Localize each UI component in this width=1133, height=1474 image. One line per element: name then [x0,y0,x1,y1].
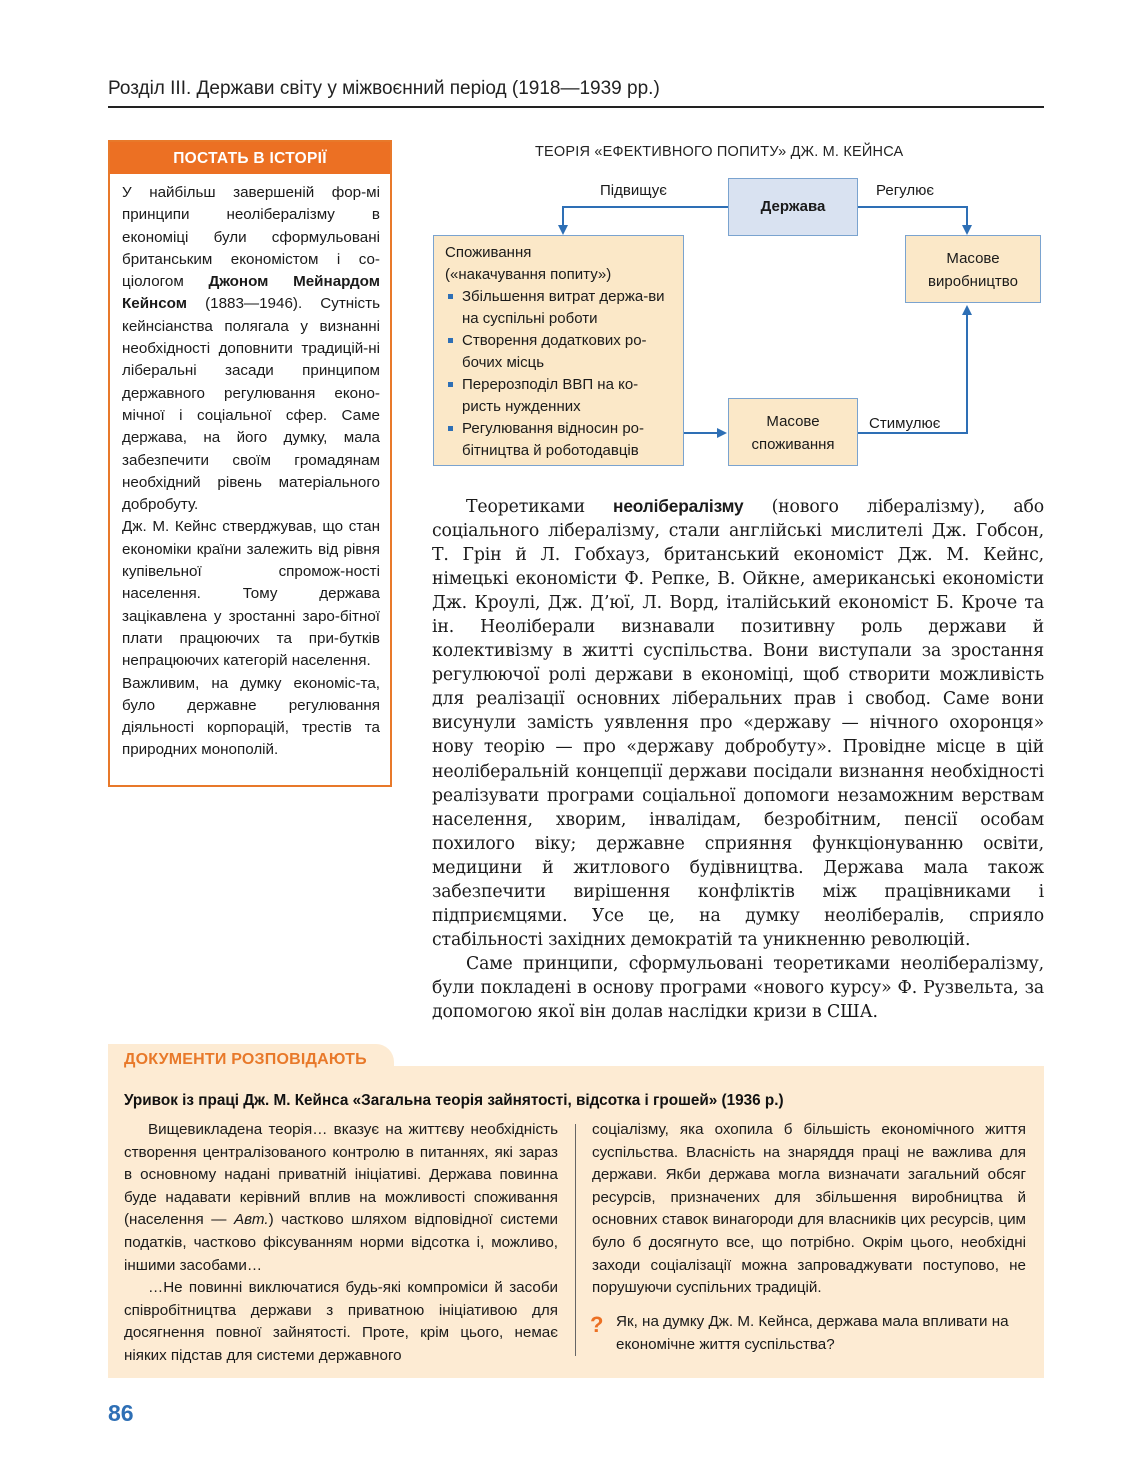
question-icon: ? [590,1312,604,1337]
author-note: Авт. [233,1211,269,1229]
label-stimulates: Стимулює [869,415,941,432]
documents-heading: Уривок із праці Дж. М. Кейнса «Загальна теорія зайнятості, відсотка і грошей» (1936 р.) [124,1092,784,1109]
list-item-text: Збільшення витрат держа-ви на суспільні роботи [462,288,665,327]
page-header: Розділ ІІІ. Держави світу у міжвоєнний період (1918—1939 рр.) [108,78,660,99]
main-paragraph [432,494,1044,952]
consumption-box [433,235,684,466]
bullet-icon [448,294,453,299]
document-paragraph: …Не повинні виключатися будь-які компроміси й засоби співробітництва держави з приватною ініціативою для досягнення повної зайнятості. Проте, крім цього, немає ніяких підстав для системи державного [124,1279,558,1364]
list-item-text: Регулювання відносин ро-бітництва й роботодавців [462,420,645,459]
arrow-raises [563,207,728,233]
main-text-span: (нового лібералізму), або соціального лібералізму, стали англійські мислителі Дж. Гобсон, Т. Грін й Л. Гобхауз, британський економіст Дж. М. Кейнс, німецькі економісти Ф. Репке, В. Ойкне, американські економісти Дж. Кроулі, Дж. Д’юї, Л. Ворд, італійський економіст Б. Кроче та ін. Неоліберали визнавали позитивну роль держави й колективізму в житті суспільства. Вони виступали за зростання регулюючої ролі держави в економіці, щоб створити можливість для реалізації основних ліберальних прав і свобод. Саме вони висунули замість уявлення про «державу — нічного охоронця» нову теорію — про «державу добробуту». Провідне місце в цій неоліберальній концепції держави посідали визнання необхідності реалізувати програми соціальної допомоги незаможним верствам населення, хворим, інвалідам, безробітним, пенсії особам похилого віку; державне сприяння функціонуванню освіти, медицини й житлового будівництва. Держава мала також забезпечити вирішення конфліктів між працівниками і підприємцями. Усе це, на думку неолібералів, сприяло стабільності західних демократій та уникненню революцій. [432,497,1044,950]
document-text: ) частково шляхом відповідної системи податків, частково фіксуванням норми відсотка і, можливо, іншими засобами… [124,1211,558,1274]
keynes-theory-diagram [420,130,1060,490]
arrow-regulates [858,207,967,233]
label-raises: Підвищує [600,182,667,199]
question-text: Як, на думку Дж. М. Кейнса, держава мала впливати на економічне життя суспільства? [616,1313,1009,1353]
list-item [445,286,677,330]
label-regulates: Регулює [876,182,934,199]
bullet-icon [448,338,453,343]
main-text [432,494,1044,1024]
sidebox-text: (1883—1946). Сутність кейнсіанства полягала у визнанні необхідності доповнити традицій-ні ліберальні засади принципом державного регулювання еконо-мічної і соціальної сфер. Саме держава, на його думку, мала забезпечити своїм громадянам необхідний рівень матеріального добробуту. [122,295,380,514]
list-item [445,418,677,462]
sidebox-paragraph [122,182,380,516]
sidebox-body [110,174,390,762]
bullet-icon [448,382,453,387]
sidebox-text: У найбільш завершеній фор-мі принципи неолібералізму в економіці були сформульовані британським економістом і со-ціологом [122,184,380,291]
consumption-list [445,286,677,462]
sidebox-keynes-name: Джоном Мейнардом Кейнсом [122,273,380,313]
column-divider [575,1124,576,1356]
document-paragraph: соціалізму, яка охопила б більшість економічного життя суспільства. Власність на знаряддя праці не важлива для держави. Якби держава могла визначати загальний обсяг ресурсів, призначених для збільшення виробництва й основних ставок винагороди для власників цих ресурсів, цим було б досягнуто все, що потрібно. Окрім цього, необхідні заходи соціалізації можна запроваджувати поступово, не порушуючи суспільних традицій. [592,1121,1026,1297]
sidebox-paragraph: Дж. М. Кейнс стверджував, що стан економіки країни залежить від рівня купівельної спромож-ності населення. Тому держава зацікавлена у зростанні заро-бітної плати працюючих та при-бутків непрацюючих категорій населення. [122,518,380,670]
list-item [445,374,677,418]
header-divider [108,106,1044,108]
sidebox-paragraph: Важливим, на думку економіс-та, було державне регулювання діяльності корпорацій, трестів та природних монополій. [122,674,380,759]
diagram-title: ТЕОРІЯ «ЕФЕКТИВНОГО ПОПИТУ» ДЖ. М. КЕЙНСА [535,144,904,160]
mass-consumption-box: Масове споживання [728,398,858,466]
documents-left-column [124,1119,558,1368]
mass-production-box: Масове виробництво [905,235,1041,303]
list-item-text: Перерозподіл ВВП на ко-ристь нужденних [462,376,639,415]
page-number: 86 [108,1400,134,1426]
figure-in-history-box [108,140,392,787]
state-box: Держава [728,178,858,236]
consumption-subtitle: («накачування попиту») [445,266,612,283]
document-paragraph [124,1119,558,1277]
list-item [445,330,677,374]
documents-right-column [592,1119,1026,1300]
bullet-icon [448,426,453,431]
sidebox-title: ПОСТАТЬ В ІСТОРІЇ [110,142,390,174]
list-item-text: Створення додаткових ро-бочих місць [462,332,647,371]
documents-tab-label: ДОКУМЕНТИ РОЗПОВІДАЮТЬ [124,1051,367,1068]
main-text-span: Теоретиками [466,497,614,517]
consumption-title: Споживання [445,244,532,261]
main-paragraph: Саме принципи, сформульовані теоретиками неолібералізму, були покладені в основу програми «нового курсу» Ф. Рузвельта, за допомогою якої він долав наслідки кризи в США. [432,953,1044,1022]
document-text: Вищевикладена теорія… вказує на життєву необхідність створення централізованого контролю в питаннях, які зараз в основному надані приватній ініціативі. Держава повинна буде надавати керівний вплив на можливості споживання (населення — [124,1121,558,1229]
term-neoliberalism: неолібералізму [613,496,744,516]
